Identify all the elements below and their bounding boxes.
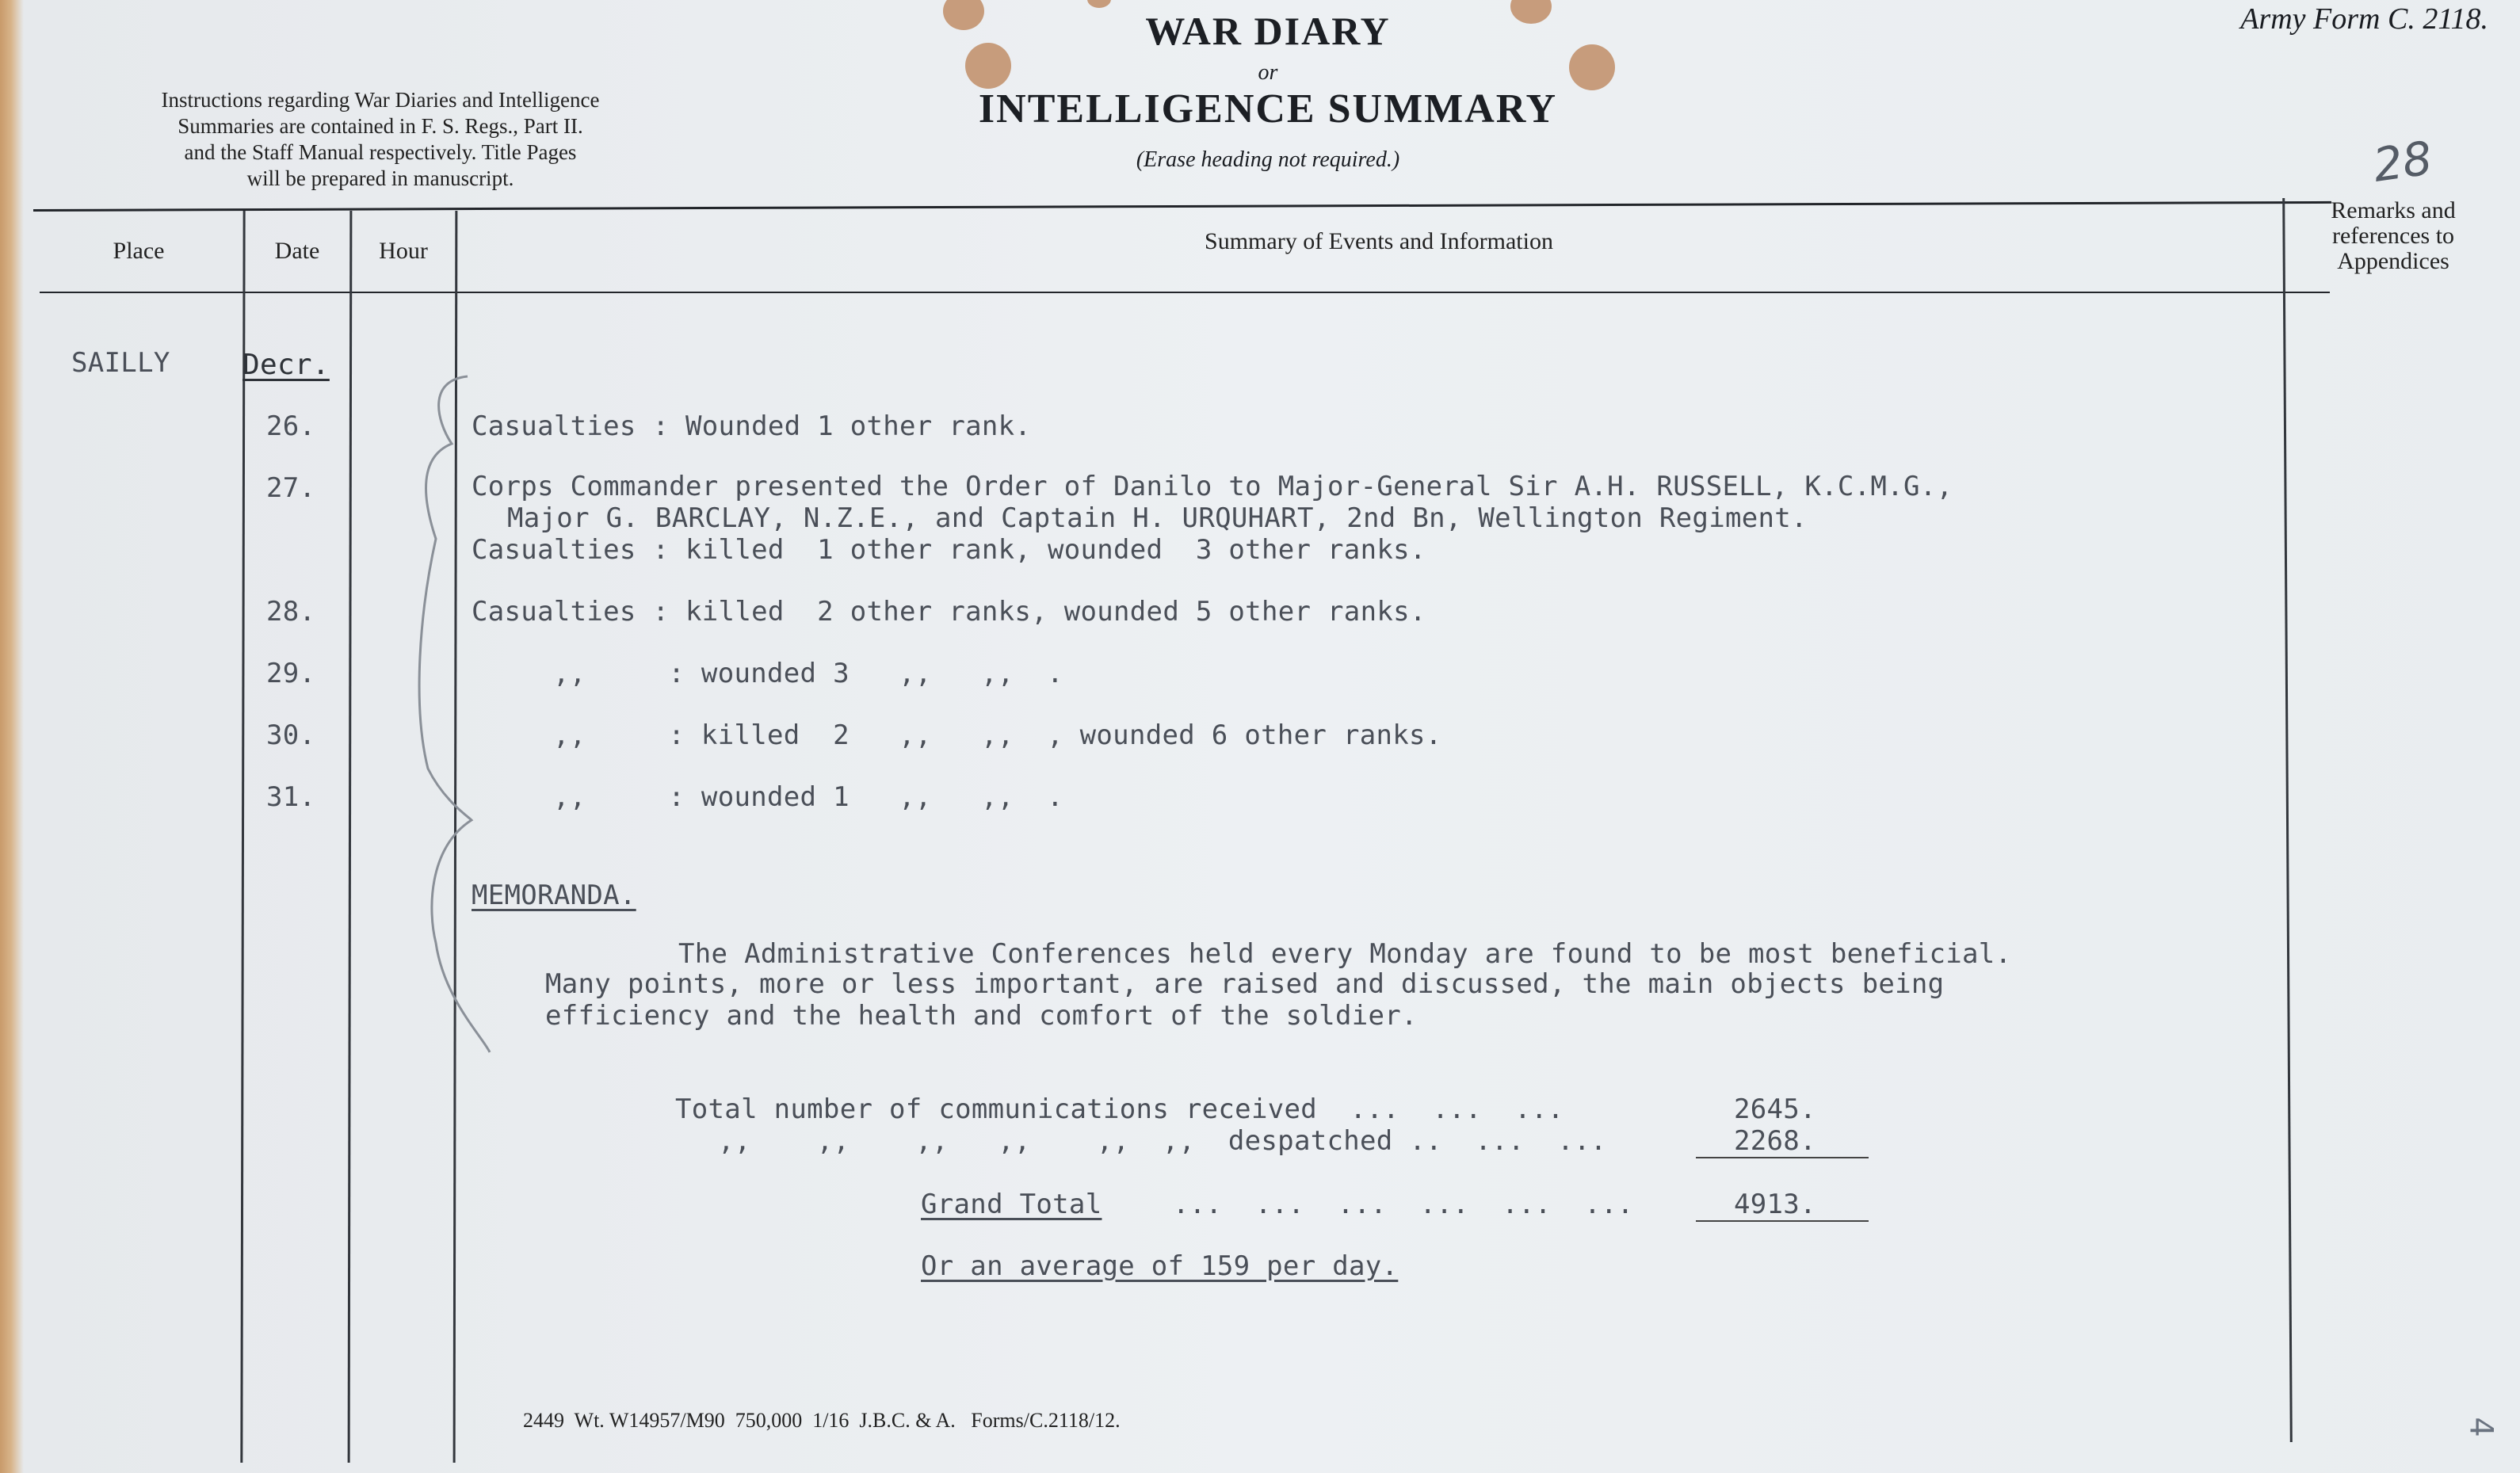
grand-total-rule <box>1696 1220 1869 1222</box>
pencil-page-number: 28 <box>2369 131 2436 193</box>
header-rule <box>33 201 2331 212</box>
memoranda-line: efficiency and the health and comfort of the soldier. <box>545 1000 1418 1032</box>
title-or: or <box>1258 60 1278 85</box>
title-intelligence-summary: INTELLIGENCE SUMMARY <box>978 86 1558 132</box>
column-header-place: Place <box>113 238 165 264</box>
grand-total-label: Grand Total <box>921 1189 1102 1220</box>
entry-line: ,, : wounded 1 ,, ,, . <box>553 781 1063 813</box>
print-footer: 2449 Wt. W14957/M90 750,000 1/16 J.B.C. & A. Forms/C.2118/12. <box>523 1409 1121 1432</box>
column-divider-date <box>348 211 353 1463</box>
date-30: 30. <box>266 719 316 751</box>
received-label: Total number of communications received ... ... ... <box>675 1093 1564 1125</box>
column-divider-place <box>240 211 245 1463</box>
grand-total-dots: ... ... ... ... ... ... <box>1173 1189 1634 1220</box>
instructions-line: Instructions regarding War Diaries and Intelligence <box>161 88 600 112</box>
despatched-value: 2268. <box>1734 1125 1816 1157</box>
month-december: Decr. <box>242 349 330 381</box>
remarks-header-line: Remarks and <box>2331 197 2456 223</box>
entry-line: ,, : killed 2 ,, ,, , wounded 6 other ranks. <box>553 719 1442 751</box>
title-war-diary: WAR DIARY <box>1145 9 1391 53</box>
entry-line: Major G. BARCLAY, N.Z.E., and Captain H. URQUHART, 2nd Bn, Wellington Regiment. <box>507 502 1808 534</box>
entry-line: Casualties : killed 2 other ranks, wounded 5 other ranks. <box>472 596 1426 628</box>
memoranda-line: Many points, more or less important, are raised and discussed, the main objects being <box>545 968 1945 1000</box>
entry-line: Corps Commander presented the Order of Danilo to Major-General Sir A.H. RUSSELL, K.C.M.G., <box>472 471 1953 502</box>
despatched-label: ,, ,, ,, ,, ,, ,, despatched .. ... ... <box>718 1125 1607 1157</box>
column-header-summary: Summary of Events and Information <box>1205 228 1553 254</box>
punch-hole <box>1569 44 1615 90</box>
date-31: 31. <box>266 781 316 813</box>
date-26: 26. <box>266 410 316 442</box>
column-head-rule <box>40 292 2330 293</box>
remarks-header-line: Appendices <box>2337 248 2449 274</box>
memoranda-line: The Administrative Conferences held every Monday are found to be most beneficial. <box>678 938 2012 970</box>
date-27: 27. <box>266 472 316 504</box>
date-28: 28. <box>266 596 316 628</box>
entry-line: Casualties : Wounded 1 other rank. <box>472 410 1032 442</box>
column-header-date: Date <box>274 238 320 264</box>
punch-hole <box>943 0 984 30</box>
margin-pencil-mark: 4 <box>2462 1417 2499 1437</box>
column-divider-remarks <box>2282 198 2293 1442</box>
army-form-number: Army Form C. 2118. <box>2240 2 2488 36</box>
instructions-text <box>87 87 674 192</box>
column-header-remarks <box>2290 198 2496 274</box>
entry-line: Casualties : killed 1 other rank, wounded 3 other ranks. <box>472 534 1426 566</box>
remarks-header-line: references to <box>2331 223 2455 249</box>
daily-average: Or an average of 159 per day. <box>921 1250 1399 1282</box>
entry-line: ,, : wounded 3 ,, ,, . <box>553 658 1063 689</box>
date-29: 29. <box>266 658 316 689</box>
punch-hole <box>1087 0 1111 8</box>
received-value: 2645. <box>1734 1093 1816 1125</box>
instructions-line: will be prepared in manuscript. <box>246 166 514 190</box>
grand-total-value: 4913. <box>1734 1189 1816 1220</box>
column-header-hour: Hour <box>379 238 428 264</box>
title-note: (Erase heading not required.) <box>1136 147 1400 172</box>
memoranda-heading: MEMORANDA. <box>472 880 636 911</box>
subtotal-rule <box>1696 1157 1869 1158</box>
place-sailly: SAILLY <box>71 347 170 379</box>
instructions-line: Summaries are contained in F. S. Regs., Part II. <box>178 114 583 138</box>
instructions-line: and the Staff Manual respectively. Title Pages <box>184 140 577 164</box>
